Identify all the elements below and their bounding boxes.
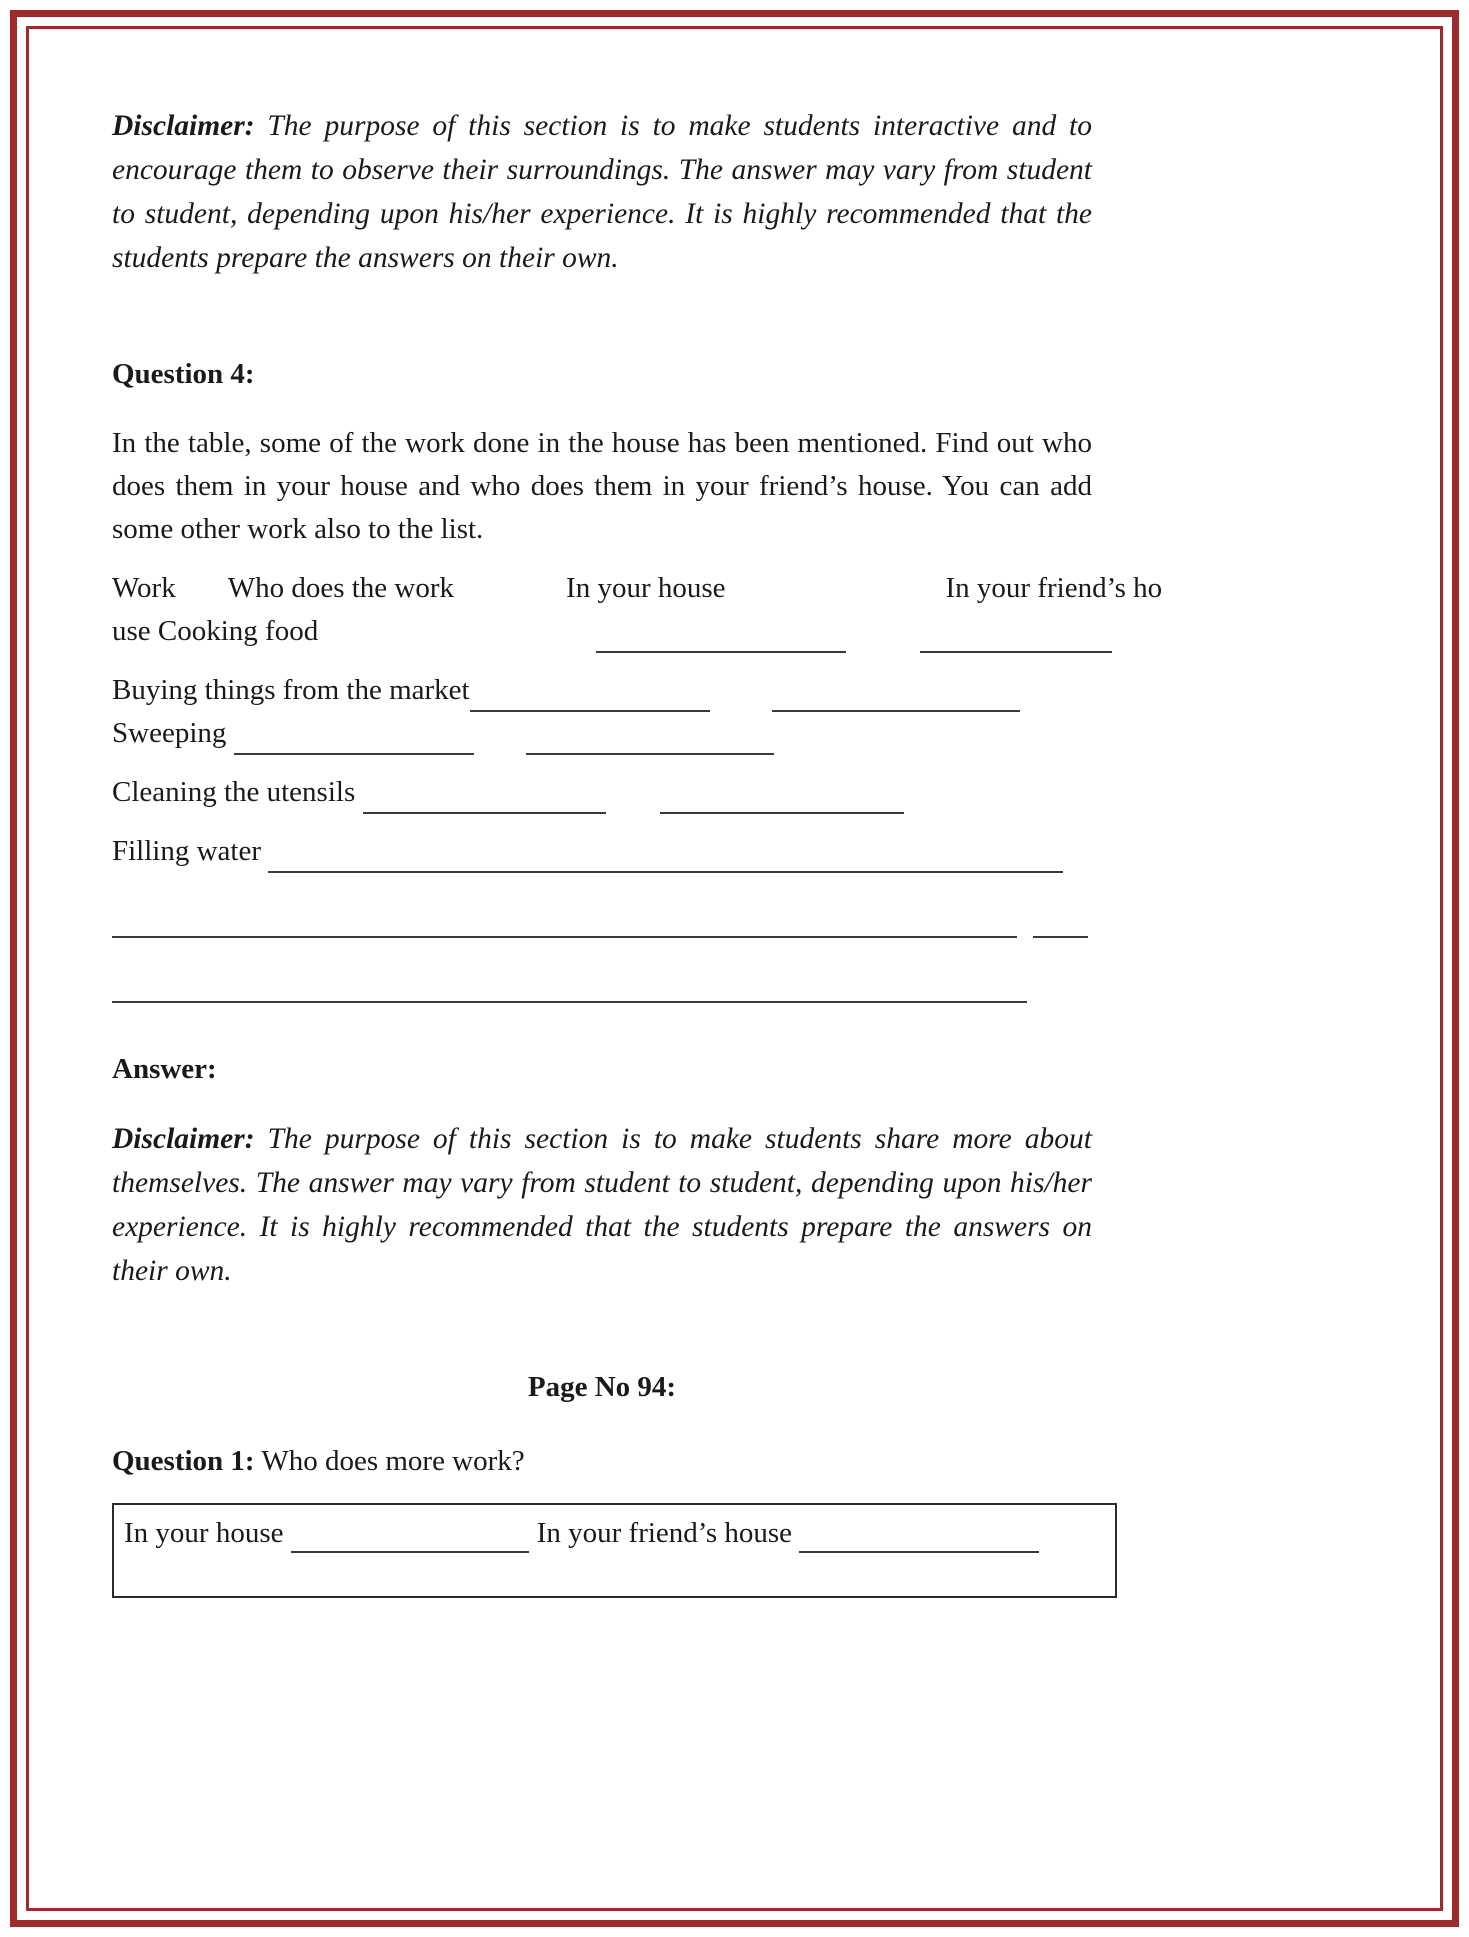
work-table-blank-sweeping-friend[interactable] xyxy=(526,723,774,755)
work-table-header-who: Who does the work xyxy=(227,572,455,604)
work-table-blank-utensils-friend[interactable] xyxy=(660,782,904,814)
answer-box-blank-friends-house[interactable] xyxy=(799,1521,1039,1553)
question-1-text: Who does more work? xyxy=(254,1445,525,1477)
answer-box-field1-label: In your house xyxy=(124,1517,291,1549)
work-table-row-utensils-label: Cleaning the utensils xyxy=(112,776,363,808)
work-table-row-sweeping-label: Sweeping xyxy=(112,717,234,749)
work-table-row-cooking-food-label: use Cooking food xyxy=(112,615,319,647)
page-content xyxy=(112,104,1163,1598)
work-table-row-sweeping xyxy=(112,712,1092,755)
answer-disclaimer-lead: Disclaimer: xyxy=(112,1123,255,1155)
work-table-row-filling-water xyxy=(112,830,1092,873)
work-table-row-utensils xyxy=(112,771,1092,814)
work-table-header-row xyxy=(112,567,1163,610)
question-4-heading: Question 4: xyxy=(112,358,255,390)
work-table-header-friends-house: In your friend’s ho xyxy=(945,572,1163,604)
work-table-extra-row-1 xyxy=(112,895,1092,938)
work-table-blank-buying-house[interactable] xyxy=(470,680,710,712)
top-disclaimer-text: The purpose of this section is to make students interactive and to encourage them to observe their surroundings. The answer may vary from student to student, depending upon his/her experience. It is highly recommended that the students prepare the answers on their own. xyxy=(112,110,1092,274)
work-table-blank-utensils-house[interactable] xyxy=(363,782,606,814)
work-table-row-buying-label: Buying things from the market xyxy=(112,674,470,706)
work-table-blank-extra-1b[interactable] xyxy=(1033,906,1088,938)
work-table-blank-cooking-friend[interactable] xyxy=(920,621,1112,653)
work-table xyxy=(112,567,1163,1003)
work-table-blank-extra-2[interactable] xyxy=(112,971,1027,1003)
work-table-blank-cooking-house[interactable] xyxy=(596,621,846,653)
work-table-blank-buying-friend[interactable] xyxy=(772,680,1020,712)
question-1-label: Question 1: xyxy=(112,1445,255,1477)
answer-box-field2-label: In your friend’s house xyxy=(536,1517,800,1549)
answer-box-blank-your-house[interactable] xyxy=(291,1521,529,1553)
work-table-extra-row-2 xyxy=(112,960,1092,1003)
work-table-blank-extra-1a[interactable] xyxy=(112,906,1017,938)
question-4-prompt: In the table, some of the work done in the house has been mentioned. Find out who does them in your house and who does them in your friend’s house. You can add some other work also to the list. xyxy=(112,427,1092,545)
work-table-header-work: Work xyxy=(112,572,176,604)
page-number-heading: Page No 94: xyxy=(527,1371,677,1403)
question-1-line xyxy=(112,1441,1092,1481)
answer-disclaimer-text: The purpose of this section is to make students share more about themselves. The answer may vary from student to student, depending upon his/her experience. It is highly recommended that the students prepare the answers on their own. xyxy=(112,1123,1092,1287)
top-disclaimer-paragraph xyxy=(112,104,1092,280)
work-table-row-buying xyxy=(112,669,1092,712)
top-disclaimer-lead: Disclaimer: xyxy=(112,110,255,142)
work-table-row-cooking-food xyxy=(112,610,1092,653)
answer-disclaimer-paragraph xyxy=(112,1117,1092,1293)
work-table-row-filling-water-label: Filling water xyxy=(112,835,269,867)
question-1-answer-box[interactable] xyxy=(112,1503,1117,1598)
work-table-blank-filling-water[interactable] xyxy=(268,841,1063,873)
answer-label: Answer: xyxy=(112,1053,217,1085)
work-table-blank-sweeping-house[interactable] xyxy=(234,723,474,755)
work-table-header-your-house: In your house xyxy=(566,572,726,604)
